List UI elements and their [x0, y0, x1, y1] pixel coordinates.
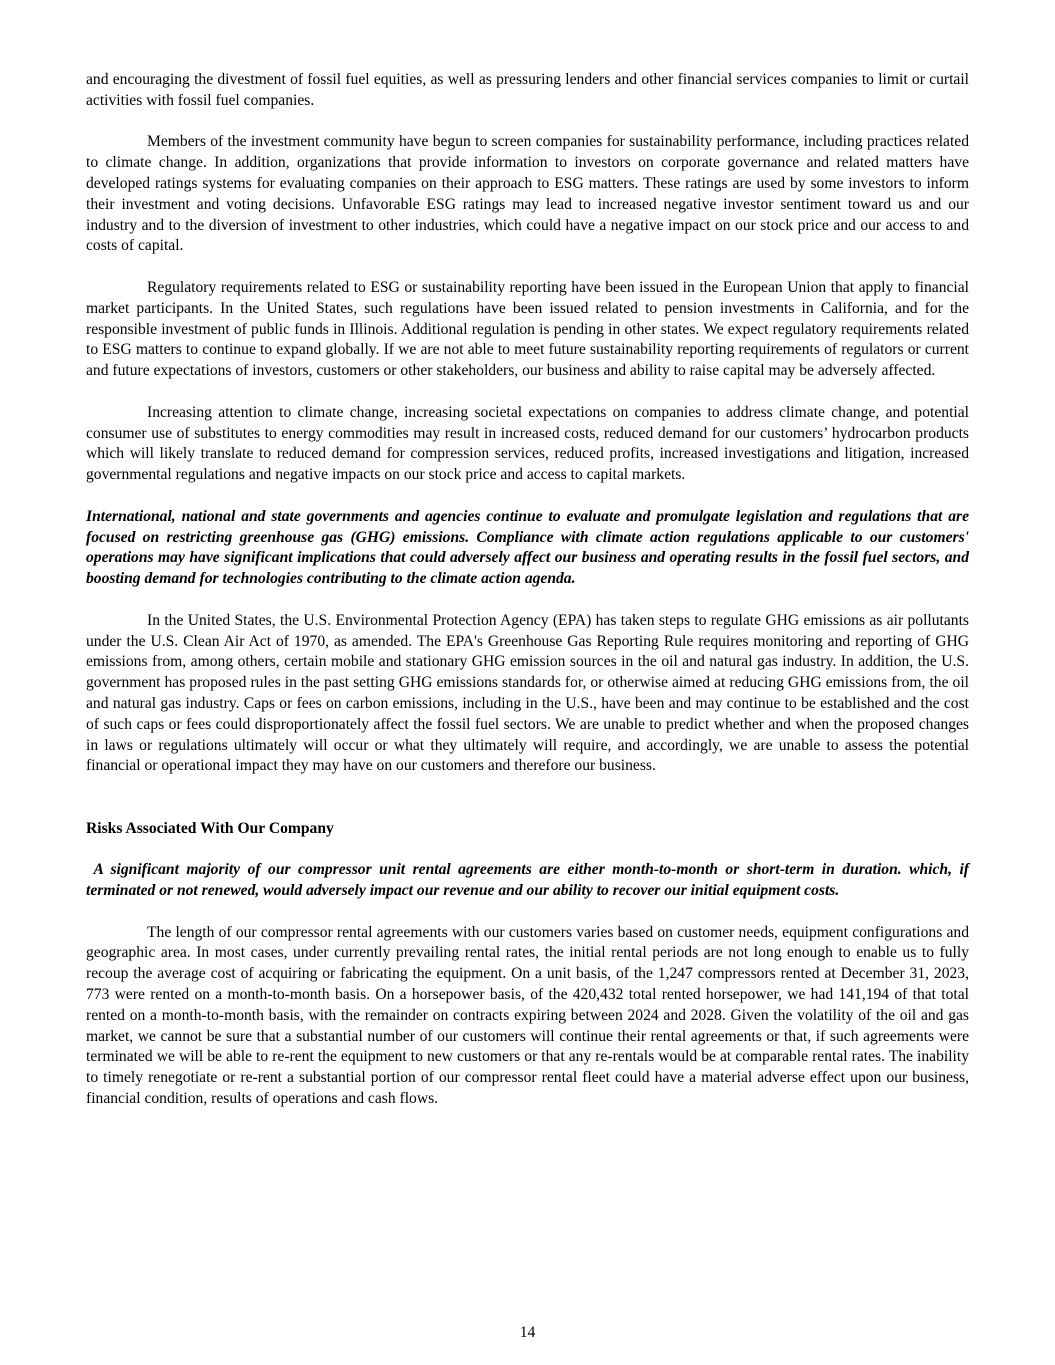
- paragraph-continuation: and encouraging the divestment of fossil fuel equities, as well as pressuring lenders and other financial services companies to limit or curtail activities with fossil fuel companies.: [86, 71, 969, 109]
- risk-heading-ghg: International, national and state governments and agencies continue to evaluate and promulgate legislation and regulations that are focused on restricting greenhouse gas (GHG) emissions. Compliance with climate action regulations applicable to our customers' operations may have significant implications that could adversely affect our business and operating results in the fossil fuel sectors, and boosting demand for technologies contributing to the climate action agenda.: [86, 507, 969, 588]
- paragraph-epa: In the United States, the U.S. Environmental Protection Agency (EPA) has taken steps to regulate GHG emissions as air pollutants under the U.S. Clean Air Act of 1970, as amended. The EPA's Greenhouse Gas Reporting Rule requires monitoring and reporting of GHG emissions from, among others, certain mobile and stationary GHG emission sources in the oil and natural gas industry. In addition, the U.S. government has proposed rules in the past setting GHG emissions standards for, or otherwise aimed at reducing GHG emissions from, the oil and natural gas industry. Caps or fees on carbon emissions, including in the U.S., have been and may continue to be established and the cost of such caps or fees could disproportionately affect the fossil fuel sectors. We are unable to predict whether and when the proposed changes in laws or regulations ultimately will occur or what they ultimately will require, and accordingly, we are unable to assess the potential financial or operational impact they may have on our customers and therefore our business.: [86, 611, 969, 775]
- section-heading: Risks Associated With Our Company: [86, 819, 334, 837]
- paragraph-rental-agreements: The length of our compressor rental agreements with our customers varies based on customer needs, equipment configurations and geographic area. In most cases, under currently prevailing rental rates, the initial rental periods are not long enough to enable us to fully recoup the average cost of acquiring or fabricating the equipment. On a unit basis, of the 1,247 compressors rented at December 31, 2023, 773 were rented on a month-to-month basis. On a horsepower basis, of the 420,432 total rented horsepower, we had 141,194 of that total rented on a month-to-month basis, with the remainder on contracts expiring between 2024 and 2028. Given the volatility of the oil and gas market, we cannot be sure that a substantial number of our customers will continue their rental agreements or that, if such agreements were terminated we will be able to re-rent the equipment to new customers or that any re-rentals would be at comparable rental rates. The inability to timely renegotiate or re-rent a substantial portion of our compressor rental fleet could have a material adverse effect upon our business, financial condition, results of operations and cash flows.: [86, 923, 969, 1108]
- page-number: 14: [519, 1324, 536, 1341]
- risk-heading-rental-agreements: A significant majority of our compressor unit rental agreements are either month-to-month or short-term in duration. which, if terminated or not renewed, would adversely impact our revenue and our ability to recover our initial equipment costs.: [86, 861, 973, 900]
- paragraph-climate-attention: Increasing attention to climate change, increasing societal expectations on companies to address climate change, and potential consumer use of substitutes to energy commodities may result in increased costs, reduced demand for our customers’ hydrocarbon products which will likely translate to reduced demand for compression services, reduced profits, increased investigations and litigation, increased governmental regulations and negative impacts on our stock price and access to capital markets.: [86, 403, 969, 484]
- paragraph-investment-community: Members of the investment community have begun to screen companies for sustainability performance, including practices related to climate change. In addition, organizations that provide information to investors on corporate governance and related matters have developed ratings systems for evaluating companies on their approach to ESG matters. These ratings are used by some investors to inform their investment and voting decisions. Unfavorable ESG ratings may lead to increased negative investor sentiment toward us and our industry and to the diversion of investment to other industries, which could have a negative impact on our stock price and our access to and costs of capital.: [86, 133, 969, 255]
- document-page: [86, 70, 973, 1131]
- paragraph-regulatory-requirements: Regulatory requirements related to ESG or sustainability reporting have been issued in the European Union that apply to financial market participants. In the United States, such regulations have been issued related to pension investments in California, and for the responsible investment of public funds in Illinois. Additional regulation is pending in other states. We expect regulatory requirements related to ESG matters to continue to expand globally. If we are not able to meet future sustainability reporting requirements of regulators or current and future expectations of investors, customers or other stakeholders, our business and ability to raise capital may be adversely affected.: [86, 278, 969, 380]
